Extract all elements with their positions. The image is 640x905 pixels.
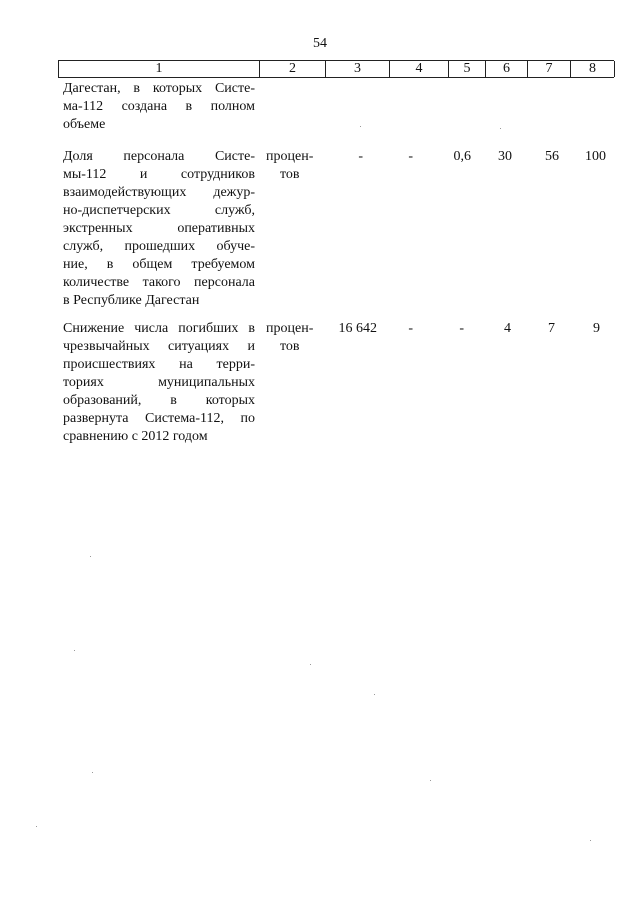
value-col-5: 0,6 <box>453 149 471 164</box>
scan-speck <box>374 694 375 695</box>
page-number: 54 <box>313 36 327 51</box>
unit-line: процен- <box>266 149 314 164</box>
description-line: но-диспетчерских служб, <box>63 203 255 218</box>
unit-cell <box>266 148 326 184</box>
indicator-description <box>63 148 255 310</box>
header-cell-2: 2 <box>260 61 326 77</box>
scan-speck <box>590 840 591 841</box>
description-line: Снижение числа погибших в <box>63 321 255 336</box>
description-line: служб, прошедших обуче- <box>63 239 255 254</box>
description-line: взаимодействующих дежур- <box>63 185 255 200</box>
description-line: мы-112 и сотрудников <box>63 167 255 182</box>
description-line: в Республике Дагестан <box>63 293 200 308</box>
header-cell-8: 8 <box>571 61 615 77</box>
header-cell-6: 6 <box>486 61 528 77</box>
header-cell-3: 3 <box>326 61 390 77</box>
scan-speck <box>310 664 311 665</box>
header-cell-5: 5 <box>449 61 486 77</box>
description-line: Дагестан, в которых Систе- <box>63 81 255 96</box>
description-line: развернута Система-112, по <box>63 411 255 426</box>
indicator-table <box>58 60 614 444</box>
scan-speck <box>500 128 501 129</box>
unit-line: тов <box>280 167 300 182</box>
scan-speck <box>360 126 361 127</box>
description-line: сравнению с 2012 годом <box>63 429 208 444</box>
header-cell-7: 7 <box>528 61 571 77</box>
scan-speck <box>74 650 75 651</box>
value-col-8: 100 <box>585 149 606 164</box>
value-col-5: - <box>459 321 464 336</box>
value-col-3: - <box>358 149 363 164</box>
description-line: Доля персонала Систе- <box>63 149 255 164</box>
description-line: количестве такого персонала <box>63 275 255 290</box>
description-line: чрезвычайных ситуациях и <box>63 339 255 354</box>
description-line: ториях муниципальных <box>63 375 255 390</box>
value-col-4: - <box>408 321 413 336</box>
unit-line: процен- <box>266 321 314 336</box>
value-col-7: 56 <box>545 149 559 164</box>
scan-speck <box>430 780 431 781</box>
description-line: происшествиях на терри- <box>63 357 255 372</box>
header-cell-4: 4 <box>390 61 449 77</box>
value-col-8: 9 <box>593 321 600 336</box>
value-col-6: 30 <box>498 149 512 164</box>
value-col-4: - <box>408 149 413 164</box>
indicator-description <box>63 80 255 134</box>
header-cell-1: 1 <box>59 61 260 77</box>
value-col-7: 7 <box>548 321 555 336</box>
scan-speck <box>90 556 91 557</box>
description-line: экстренных оперативных <box>63 221 255 236</box>
table-header-row <box>58 60 614 78</box>
unit-cell <box>266 320 326 356</box>
value-col-3: 16 642 <box>338 321 377 336</box>
scan-speck <box>92 772 93 773</box>
description-line: образований, в которых <box>63 393 255 408</box>
value-col-6: 4 <box>504 321 511 336</box>
description-line: объеме <box>63 117 106 132</box>
indicator-description <box>63 320 255 446</box>
scan-speck <box>36 826 37 827</box>
description-line: ма-112 создана в полном <box>63 99 255 114</box>
unit-line: тов <box>280 339 300 354</box>
description-line: ние, в общем требуемом <box>63 257 255 272</box>
